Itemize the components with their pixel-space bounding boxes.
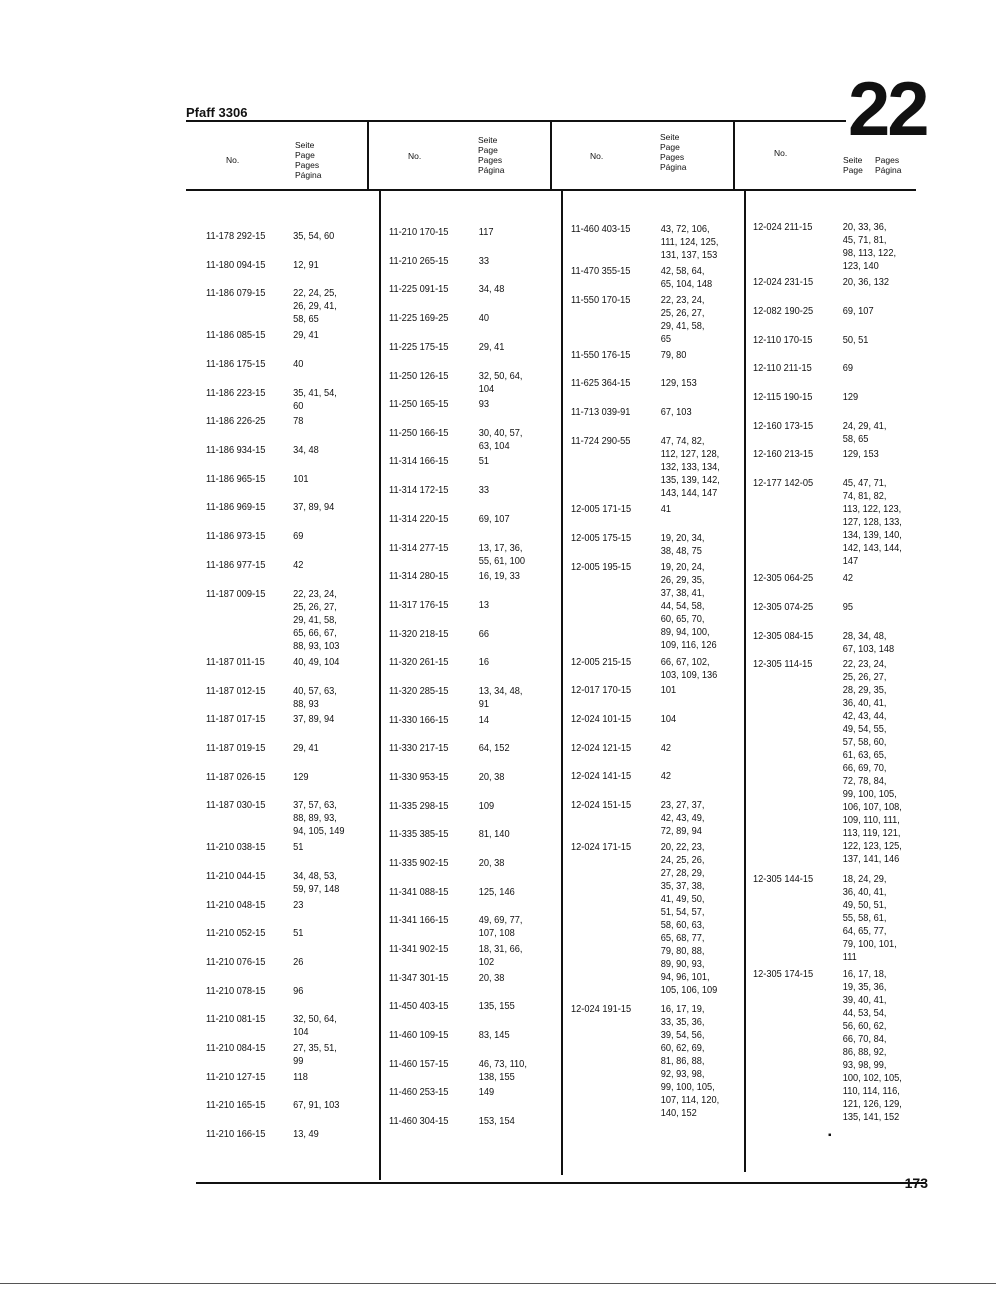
part-number: 12-024 231-15 bbox=[753, 276, 814, 289]
page-references: 69 bbox=[842, 362, 854, 375]
page-references: 34, 48, 53, 59, 97, 148 bbox=[293, 870, 340, 895]
part-number: 11-460 109-15 bbox=[389, 1029, 449, 1041]
page-references: 149 bbox=[478, 1086, 495, 1099]
part-number: 11-186 965-15 bbox=[206, 472, 266, 485]
part-number: 12-160 213-15 bbox=[753, 448, 814, 461]
part-number: 11-625 364-15 bbox=[571, 377, 631, 390]
chapter-number: 22 bbox=[848, 67, 927, 152]
header-pages-1: Seite Page Pages Página bbox=[295, 140, 322, 180]
page-references: 42 bbox=[293, 558, 304, 571]
part-number: 11-250 126-15 bbox=[389, 369, 449, 382]
part-number: 11-210 170-15 bbox=[389, 226, 449, 238]
page-references: 67, 91, 103 bbox=[293, 1099, 340, 1112]
column-divider-3-lower bbox=[744, 190, 746, 1172]
part-number: 11-187 012-15 bbox=[206, 684, 266, 697]
page-references: 18, 24, 29, 36, 40, 41, 49, 50, 51, 55, 58, 61, 64, 65, 77, 79, 100, 101, 111 bbox=[842, 872, 897, 963]
part-number: 11-187 019-15 bbox=[206, 742, 266, 754]
part-number: 12-005 171-15 bbox=[571, 503, 632, 516]
part-number: 11-187 011-15 bbox=[206, 656, 265, 668]
page-references: 42 bbox=[660, 770, 672, 783]
page-references: 34, 48 bbox=[478, 283, 505, 296]
part-number: 12-024 121-15 bbox=[571, 741, 632, 754]
page-references: 129 bbox=[842, 391, 859, 403]
page-references: 129, 153 bbox=[842, 448, 879, 461]
part-number: 11-210 166-15 bbox=[206, 1128, 266, 1140]
page-references: 66 bbox=[478, 627, 490, 640]
part-number: 11-335 298-15 bbox=[389, 799, 449, 812]
part-number: 11-320 261-15 bbox=[389, 656, 449, 669]
page-references: 95 bbox=[842, 600, 854, 613]
part-number: 12-305 174-15 bbox=[753, 968, 814, 980]
part-number: 11-320 218-15 bbox=[389, 627, 449, 640]
page-references: 101 bbox=[660, 684, 677, 697]
part-number: 11-713 039-91 bbox=[571, 406, 631, 419]
part-number: 11-210 265-15 bbox=[389, 254, 449, 267]
part-number: 11-347 301-15 bbox=[389, 971, 449, 984]
page-references: 13, 17, 36, 55, 61, 100 bbox=[478, 541, 526, 567]
document-title: Pfaff 3306 bbox=[186, 105, 248, 120]
part-number: 12-082 190-25 bbox=[753, 304, 814, 317]
page-references: 20, 33, 36, 45, 71, 81, 98, 113, 122, 123, 140 bbox=[842, 221, 897, 272]
part-number: 11-450 403-15 bbox=[389, 1000, 449, 1013]
header-no-1: No. bbox=[226, 155, 240, 165]
part-number: 11-317 176-15 bbox=[389, 598, 449, 611]
page-references: 27, 35, 51, 99 bbox=[293, 1042, 337, 1067]
part-number: 11-460 304-15 bbox=[389, 1115, 449, 1127]
page-references: 83, 145 bbox=[478, 1029, 510, 1041]
page-references: 42 bbox=[842, 572, 854, 585]
part-number: 12-177 142-05 bbox=[753, 477, 814, 489]
page-references: 40, 49, 104 bbox=[293, 656, 340, 668]
page-references: 24, 29, 41, 58, 65 bbox=[842, 419, 887, 445]
bottom-edge-line bbox=[0, 1283, 996, 1284]
page-references: 13 bbox=[478, 598, 490, 611]
column-divider-3 bbox=[733, 120, 735, 190]
page-references: 96 bbox=[293, 984, 304, 997]
page-references: 47, 74, 82, 112, 127, 128, 132, 133, 134, 135, 139, 142, 143, 144, 147 bbox=[660, 434, 720, 499]
page-references: 16, 17, 18, 19, 35, 36, 39, 40, 41, 44, 53, 54, 56, 60, 62, 66, 70, 84, 86, 88, 92, 93, 98, 99, 100, 102, 105, 110, 114, 116, 121, 126, 129, 135, 141, 152 bbox=[842, 968, 902, 1123]
page-references: 34, 48 bbox=[293, 444, 319, 456]
part-number: 11-314 172-15 bbox=[389, 484, 449, 497]
page-references: 118 bbox=[293, 1070, 308, 1083]
page-references: 28, 34, 48, 67, 103, 148 bbox=[842, 629, 895, 655]
page-references: 37, 89, 94 bbox=[293, 501, 335, 514]
part-number: 11-210 127-15 bbox=[206, 1070, 266, 1083]
page-references: 69 bbox=[293, 530, 304, 543]
header-no-4: No. bbox=[774, 148, 788, 158]
part-number: 11-186 085-15 bbox=[206, 329, 266, 342]
page-references: 20, 38 bbox=[478, 770, 505, 783]
page-references: 35, 41, 54, 60 bbox=[293, 386, 337, 412]
part-number: 11-250 166-15 bbox=[389, 426, 449, 439]
part-number: 11-550 176-15 bbox=[571, 348, 631, 361]
page-references: 22, 23, 24, 25, 26, 27, 28, 29, 35, 36, 40, 41, 42, 43, 44, 49, 54, 55, 57, 58, 60, 61, 63, 65, 66, 69, 70, 72, 78, 84, 99, 100, 105, 106, 107, 108, 109, 110, 111, 113, 119, 121, 122, 123, 125, 137, 141, 146 bbox=[842, 658, 902, 866]
page-references: 33 bbox=[478, 484, 490, 497]
part-number: 12-024 101-15 bbox=[571, 713, 632, 725]
page-references: 20, 36, 132 bbox=[842, 276, 890, 289]
page-references: 20, 38 bbox=[478, 857, 505, 869]
column-divider-1-lower bbox=[379, 190, 381, 1180]
page-references: 125, 146 bbox=[478, 885, 515, 898]
page-references: 50, 51 bbox=[842, 333, 869, 346]
part-number: 11-210 084-15 bbox=[206, 1042, 266, 1054]
part-number: 11-186 079-15 bbox=[206, 287, 266, 300]
part-number: 12-005 175-15 bbox=[571, 532, 632, 544]
page-references: 51 bbox=[478, 455, 490, 468]
page-references: 81, 140 bbox=[478, 828, 510, 841]
page-references: 29, 41 bbox=[293, 742, 319, 754]
part-number: 12-024 141-15 bbox=[571, 770, 632, 783]
part-number: 12-024 191-15 bbox=[571, 1002, 632, 1015]
part-number: 11-335 385-15 bbox=[389, 828, 449, 841]
page-references: 42 bbox=[660, 741, 672, 754]
page-references: 14 bbox=[478, 713, 490, 726]
part-number: 12-005 215-15 bbox=[571, 655, 632, 668]
page-references: 35, 54, 60 bbox=[293, 230, 335, 242]
part-number: 12-160 173-15 bbox=[753, 419, 814, 432]
column-divider-2-lower bbox=[561, 190, 563, 1175]
page-references: 37, 57, 63, 88, 89, 93, 94, 105, 149 bbox=[293, 799, 345, 838]
part-number: 11-341 088-15 bbox=[389, 885, 449, 898]
part-number: 12-115 190-15 bbox=[753, 391, 813, 403]
part-number: 11-341 902-15 bbox=[389, 943, 449, 955]
part-number: 12-305 114-15 bbox=[753, 658, 813, 671]
part-number: 11-210 076-15 bbox=[206, 956, 266, 968]
part-number: 11-210 038-15 bbox=[206, 841, 266, 854]
part-number: 11-186 175-15 bbox=[206, 358, 266, 370]
part-number: 12-110 211-15 bbox=[753, 362, 812, 375]
part-number: 11-460 253-15 bbox=[389, 1086, 449, 1099]
part-number: 11-210 165-15 bbox=[206, 1099, 266, 1112]
page-references: 22, 23, 24, 25, 26, 27, 29, 41, 58, 65, 66, 67, 88, 93, 103 bbox=[293, 587, 340, 652]
page-references: 29, 41 bbox=[478, 340, 505, 353]
bullet-mark: ▪ bbox=[828, 1130, 832, 1141]
page-references: 109 bbox=[478, 799, 495, 812]
page-references: 23 bbox=[293, 898, 304, 911]
part-number: 11-341 166-15 bbox=[389, 914, 449, 927]
part-number: 12-017 170-15 bbox=[571, 684, 632, 697]
part-number: 11-187 026-15 bbox=[206, 770, 266, 783]
part-number: 11-330 217-15 bbox=[389, 742, 449, 755]
part-number: 11-314 220-15 bbox=[389, 512, 449, 525]
page-references: 104 bbox=[660, 713, 677, 725]
part-number: 11-314 280-15 bbox=[389, 570, 449, 583]
page-references: 40, 57, 63, 88, 93 bbox=[293, 684, 337, 710]
part-number: 11-250 165-15 bbox=[389, 398, 449, 411]
part-number: 11-330 166-15 bbox=[389, 713, 449, 726]
page-references: 22, 23, 24, 25, 26, 27, 29, 41, 58, 65 bbox=[660, 293, 705, 345]
page-references: 29, 41 bbox=[293, 329, 319, 342]
page-references: 12, 91 bbox=[293, 258, 319, 271]
page-references: 129 bbox=[293, 770, 309, 783]
header-pages-2: Seite Page Pages Página bbox=[478, 135, 505, 175]
header-pages-4a: Seite Page bbox=[843, 155, 863, 175]
page-references: 69, 107 bbox=[478, 512, 510, 525]
part-number: 11-225 175-15 bbox=[389, 340, 449, 353]
part-number: 12-305 144-15 bbox=[753, 872, 814, 885]
page-references: 78 bbox=[293, 415, 304, 428]
part-number: 12-110 170-15 bbox=[753, 333, 813, 346]
part-number: 11-186 226-25 bbox=[206, 415, 266, 428]
part-number: 11-210 081-15 bbox=[206, 1013, 266, 1026]
top-rule bbox=[186, 120, 846, 122]
page-references: 51 bbox=[293, 927, 304, 940]
page-references: 41 bbox=[660, 503, 672, 516]
page-references: 32, 50, 64, 104 bbox=[478, 369, 523, 395]
page-references: 129, 153 bbox=[660, 377, 697, 390]
page-references: 51 bbox=[293, 841, 304, 854]
part-number: 11-210 048-15 bbox=[206, 898, 266, 911]
part-number: 12-305 064-25 bbox=[753, 572, 814, 585]
page-references: 30, 40, 57, 63, 104 bbox=[478, 426, 523, 452]
page-references: 117 bbox=[478, 226, 494, 238]
page-references: 42, 58, 64, 65, 104, 148 bbox=[660, 264, 713, 290]
page-references: 93 bbox=[478, 398, 490, 411]
page-references: 49, 69, 77, 107, 108 bbox=[478, 914, 523, 940]
header-pages-3: Seite Page Pages Página bbox=[660, 132, 687, 172]
part-number: 12-024 171-15 bbox=[571, 841, 632, 853]
part-number: 11-210 052-15 bbox=[206, 927, 266, 940]
page-references: 16 bbox=[478, 656, 490, 669]
part-number: 11-210 078-15 bbox=[206, 984, 266, 997]
page-references: 40 bbox=[293, 358, 304, 370]
header-no-2: No. bbox=[408, 151, 422, 161]
page-references: 37, 89, 94 bbox=[293, 713, 335, 726]
part-number: 11-180 094-15 bbox=[206, 258, 266, 271]
part-number: 11-187 017-15 bbox=[206, 713, 266, 726]
page-references: 32, 50, 64, 104 bbox=[293, 1013, 337, 1039]
page-references: 67, 103 bbox=[660, 406, 692, 419]
part-number: 11-210 044-15 bbox=[206, 870, 266, 882]
part-number: 12-305 074-25 bbox=[753, 600, 814, 613]
page-references: 20, 22, 23, 24, 25, 26, 27, 28, 29, 35, 37, 38, 41, 49, 50, 51, 54, 57, 58, 60, 63, 65, 68, 77, 79, 80, 88, 89, 90, 93, 94, 96, 101, 105, 106, 109 bbox=[660, 841, 718, 996]
part-number: 12-024 151-15 bbox=[571, 799, 632, 812]
part-number: 11-186 934-15 bbox=[206, 444, 266, 456]
column-divider-1 bbox=[367, 122, 369, 190]
header-pages-4b: Pages Página bbox=[875, 155, 902, 175]
page-references: 64, 152 bbox=[478, 742, 510, 755]
footer-rule bbox=[196, 1182, 926, 1184]
part-number: 11-225 091-15 bbox=[389, 283, 449, 296]
page-number: 173 bbox=[904, 1175, 928, 1191]
part-number: 11-186 977-15 bbox=[206, 558, 266, 571]
page-references: 43, 72, 106, 111, 124, 125, 131, 137, 153 bbox=[660, 223, 719, 261]
page-references: 153, 154 bbox=[478, 1115, 515, 1127]
part-number: 11-314 166-15 bbox=[389, 455, 449, 468]
part-number: 11-186 969-15 bbox=[206, 501, 266, 514]
page-references: 40 bbox=[478, 312, 490, 325]
part-number: 12-024 211-15 bbox=[753, 221, 813, 233]
header-no-3: No. bbox=[590, 151, 604, 161]
part-number: 11-460 157-15 bbox=[389, 1057, 449, 1070]
part-number: 11-724 290-55 bbox=[571, 434, 631, 447]
part-number: 11-225 169-25 bbox=[389, 312, 449, 325]
page-references: 66, 67, 102, 103, 109, 136 bbox=[660, 655, 718, 681]
page-references: 13, 34, 48, 91 bbox=[478, 684, 523, 710]
part-number: 12-305 084-15 bbox=[753, 629, 814, 642]
part-number: 11-186 973-15 bbox=[206, 530, 266, 543]
page-references: 69, 107 bbox=[842, 304, 874, 317]
part-number: 11-314 277-15 bbox=[389, 541, 449, 554]
page-references: 101 bbox=[293, 472, 309, 485]
part-number: 11-178 292-15 bbox=[206, 230, 266, 242]
page-references: 46, 73, 110, 138, 155 bbox=[478, 1057, 527, 1083]
part-number: 11-335 902-15 bbox=[389, 857, 449, 869]
page-references: 16, 19, 33 bbox=[478, 570, 520, 583]
column-divider-2 bbox=[550, 122, 552, 190]
part-number: 11-550 170-15 bbox=[571, 293, 631, 306]
part-number: 12-005 195-15 bbox=[571, 560, 632, 573]
part-number: 11-187 009-15 bbox=[206, 587, 266, 600]
page-references: 16, 17, 19, 33, 35, 36, 39, 54, 56, 60, 62, 69, 81, 86, 88, 92, 93, 98, 99, 100, 105, 107, 114, 120, 140, 152 bbox=[660, 1002, 720, 1119]
part-number: 11-186 223-15 bbox=[206, 386, 266, 399]
page-references: 19, 20, 34, 38, 48, 75 bbox=[660, 532, 705, 557]
page-references: 19, 20, 24, 26, 29, 35, 37, 38, 41, 44, 54, 58, 60, 65, 70, 89, 94, 100, 109, 116, 126 bbox=[660, 560, 717, 651]
part-number: 11-187 030-15 bbox=[206, 799, 266, 812]
part-number: 11-460 403-15 bbox=[571, 223, 631, 235]
page-references: 26 bbox=[293, 956, 304, 968]
page-references: 45, 47, 71, 74, 81, 82, 113, 122, 123, 127, 128, 133, 134, 139, 140, 142, 143, 144, 147 bbox=[842, 477, 902, 567]
part-number: 11-470 355-15 bbox=[571, 264, 631, 277]
part-number: 11-320 285-15 bbox=[389, 684, 449, 697]
page-references: 23, 27, 37, 42, 43, 49, 72, 89, 94 bbox=[660, 799, 705, 838]
page-references: 33 bbox=[478, 254, 490, 267]
page-references: 22, 24, 25, 26, 29, 41, 58, 65 bbox=[293, 287, 337, 326]
page-references: 135, 155 bbox=[478, 1000, 515, 1013]
page-references: 18, 31, 66, 102 bbox=[478, 943, 523, 968]
page-references: 13, 49 bbox=[293, 1128, 319, 1140]
page-references: 20, 38 bbox=[478, 971, 505, 984]
part-number: 11-330 953-15 bbox=[389, 770, 449, 783]
page-references: 79, 80 bbox=[660, 348, 687, 361]
